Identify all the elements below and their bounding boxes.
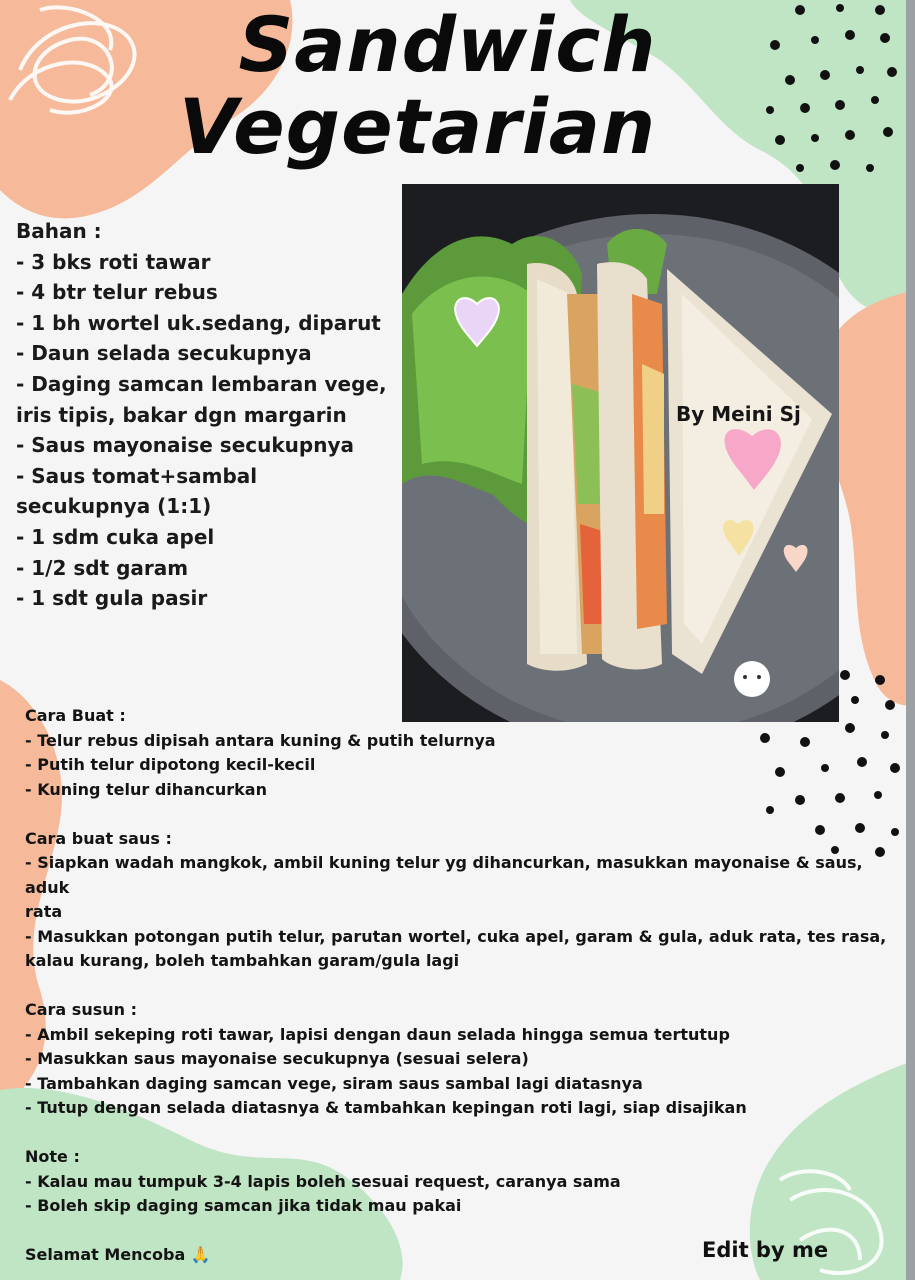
ingredient-item: iris tipis, bakar dgn margarin — [16, 402, 347, 427]
ingredient-item: - Daun selada secukupnya — [16, 341, 312, 366]
title-line-2: Vegetarian — [178, 82, 657, 171]
ingredient-item: - Saus tomat+sambal — [16, 463, 258, 488]
ingredient-item: - 3 bks roti tawar — [16, 249, 211, 274]
step-line: - Siapkan wadah mangkok, ambil kuning telur yg dihancurkan, masukkan mayonaise & saus, aduk — [25, 853, 863, 897]
step-line: - Telur rebus dipisah antara kuning & putih telurnya — [25, 730, 496, 750]
section-header-cara-susun: Cara susun : — [25, 1000, 137, 1019]
step-line: - Masukkan potongan putih telur, parutan wortel, cuka apel, garam & gula, aduk rata, tes rasa, — [25, 926, 887, 946]
note-line: - Boleh skip daging samcan jika tidak mau pakai — [25, 1196, 462, 1215]
ingredient-item: - 1 sdt gula pasir — [16, 586, 208, 611]
section-header-cara-buat-saus: Cara buat saus : — [25, 828, 172, 848]
note-line: - Kalau mau tumpuk 3-4 lapis boleh sesuai request, caranya sama — [25, 1171, 621, 1191]
photo-byline: By Meini Sj — [676, 402, 801, 426]
spacer — [25, 1121, 895, 1146]
step-line: kalau kurang, boleh tambahkan garam/gula lagi — [25, 951, 460, 970]
ingredients-header: Bahan : — [16, 219, 102, 243]
step-line: - Ambil sekeping roti tawar, lapisi dengan daun selada hingga semua tertutup — [25, 1024, 730, 1044]
section-header-note: Note : — [25, 1147, 80, 1166]
page-edge — [906, 0, 915, 1280]
title-line-1: Sandwich — [238, 0, 657, 89]
section-header-cara-buat: Cara Buat : — [25, 706, 126, 725]
ingredient-item: secukupnya (1:1) — [16, 494, 212, 519]
closing-text: Selamat Mencoba 🙏 — [25, 1245, 211, 1264]
sandwich-photo — [402, 184, 839, 722]
ingredient-item: - 1 bh wortel uk.sedang, diparut — [16, 310, 381, 335]
edit-by-label: Edit by me — [702, 1238, 829, 1262]
bunny-sticker — [734, 661, 770, 697]
step-line: - Tambahkan daging samcan vege, siram saus sambal lagi diatasnya — [25, 1073, 643, 1093]
instructions — [25, 704, 895, 1268]
step-line: - Putih telur dipotong kecil-kecil — [25, 755, 316, 774]
ingredient-item: - 4 btr telur rebus — [16, 280, 218, 305]
ingredients-list — [16, 216, 396, 614]
ingredient-item: - 1 sdm cuka apel — [16, 524, 215, 549]
spacer — [25, 974, 895, 999]
spacer — [25, 802, 895, 827]
step-line: - Masukkan saus mayonaise secukupnya (sesuai selera) — [25, 1049, 529, 1068]
step-line: rata — [25, 902, 63, 921]
ingredient-item: - 1/2 sdt garam — [16, 555, 189, 580]
step-line: - Tutup dengan selada diatasnya & tambahkan kepingan roti lagi, siap disajikan — [25, 1098, 747, 1117]
step-line: - Kuning telur dihancurkan — [25, 779, 267, 799]
ingredient-item: - Saus mayonaise secukupnya — [16, 433, 354, 458]
sandwich-illustration — [402, 184, 839, 722]
ingredient-item: - Daging samcan lembaran vege, — [16, 371, 387, 396]
